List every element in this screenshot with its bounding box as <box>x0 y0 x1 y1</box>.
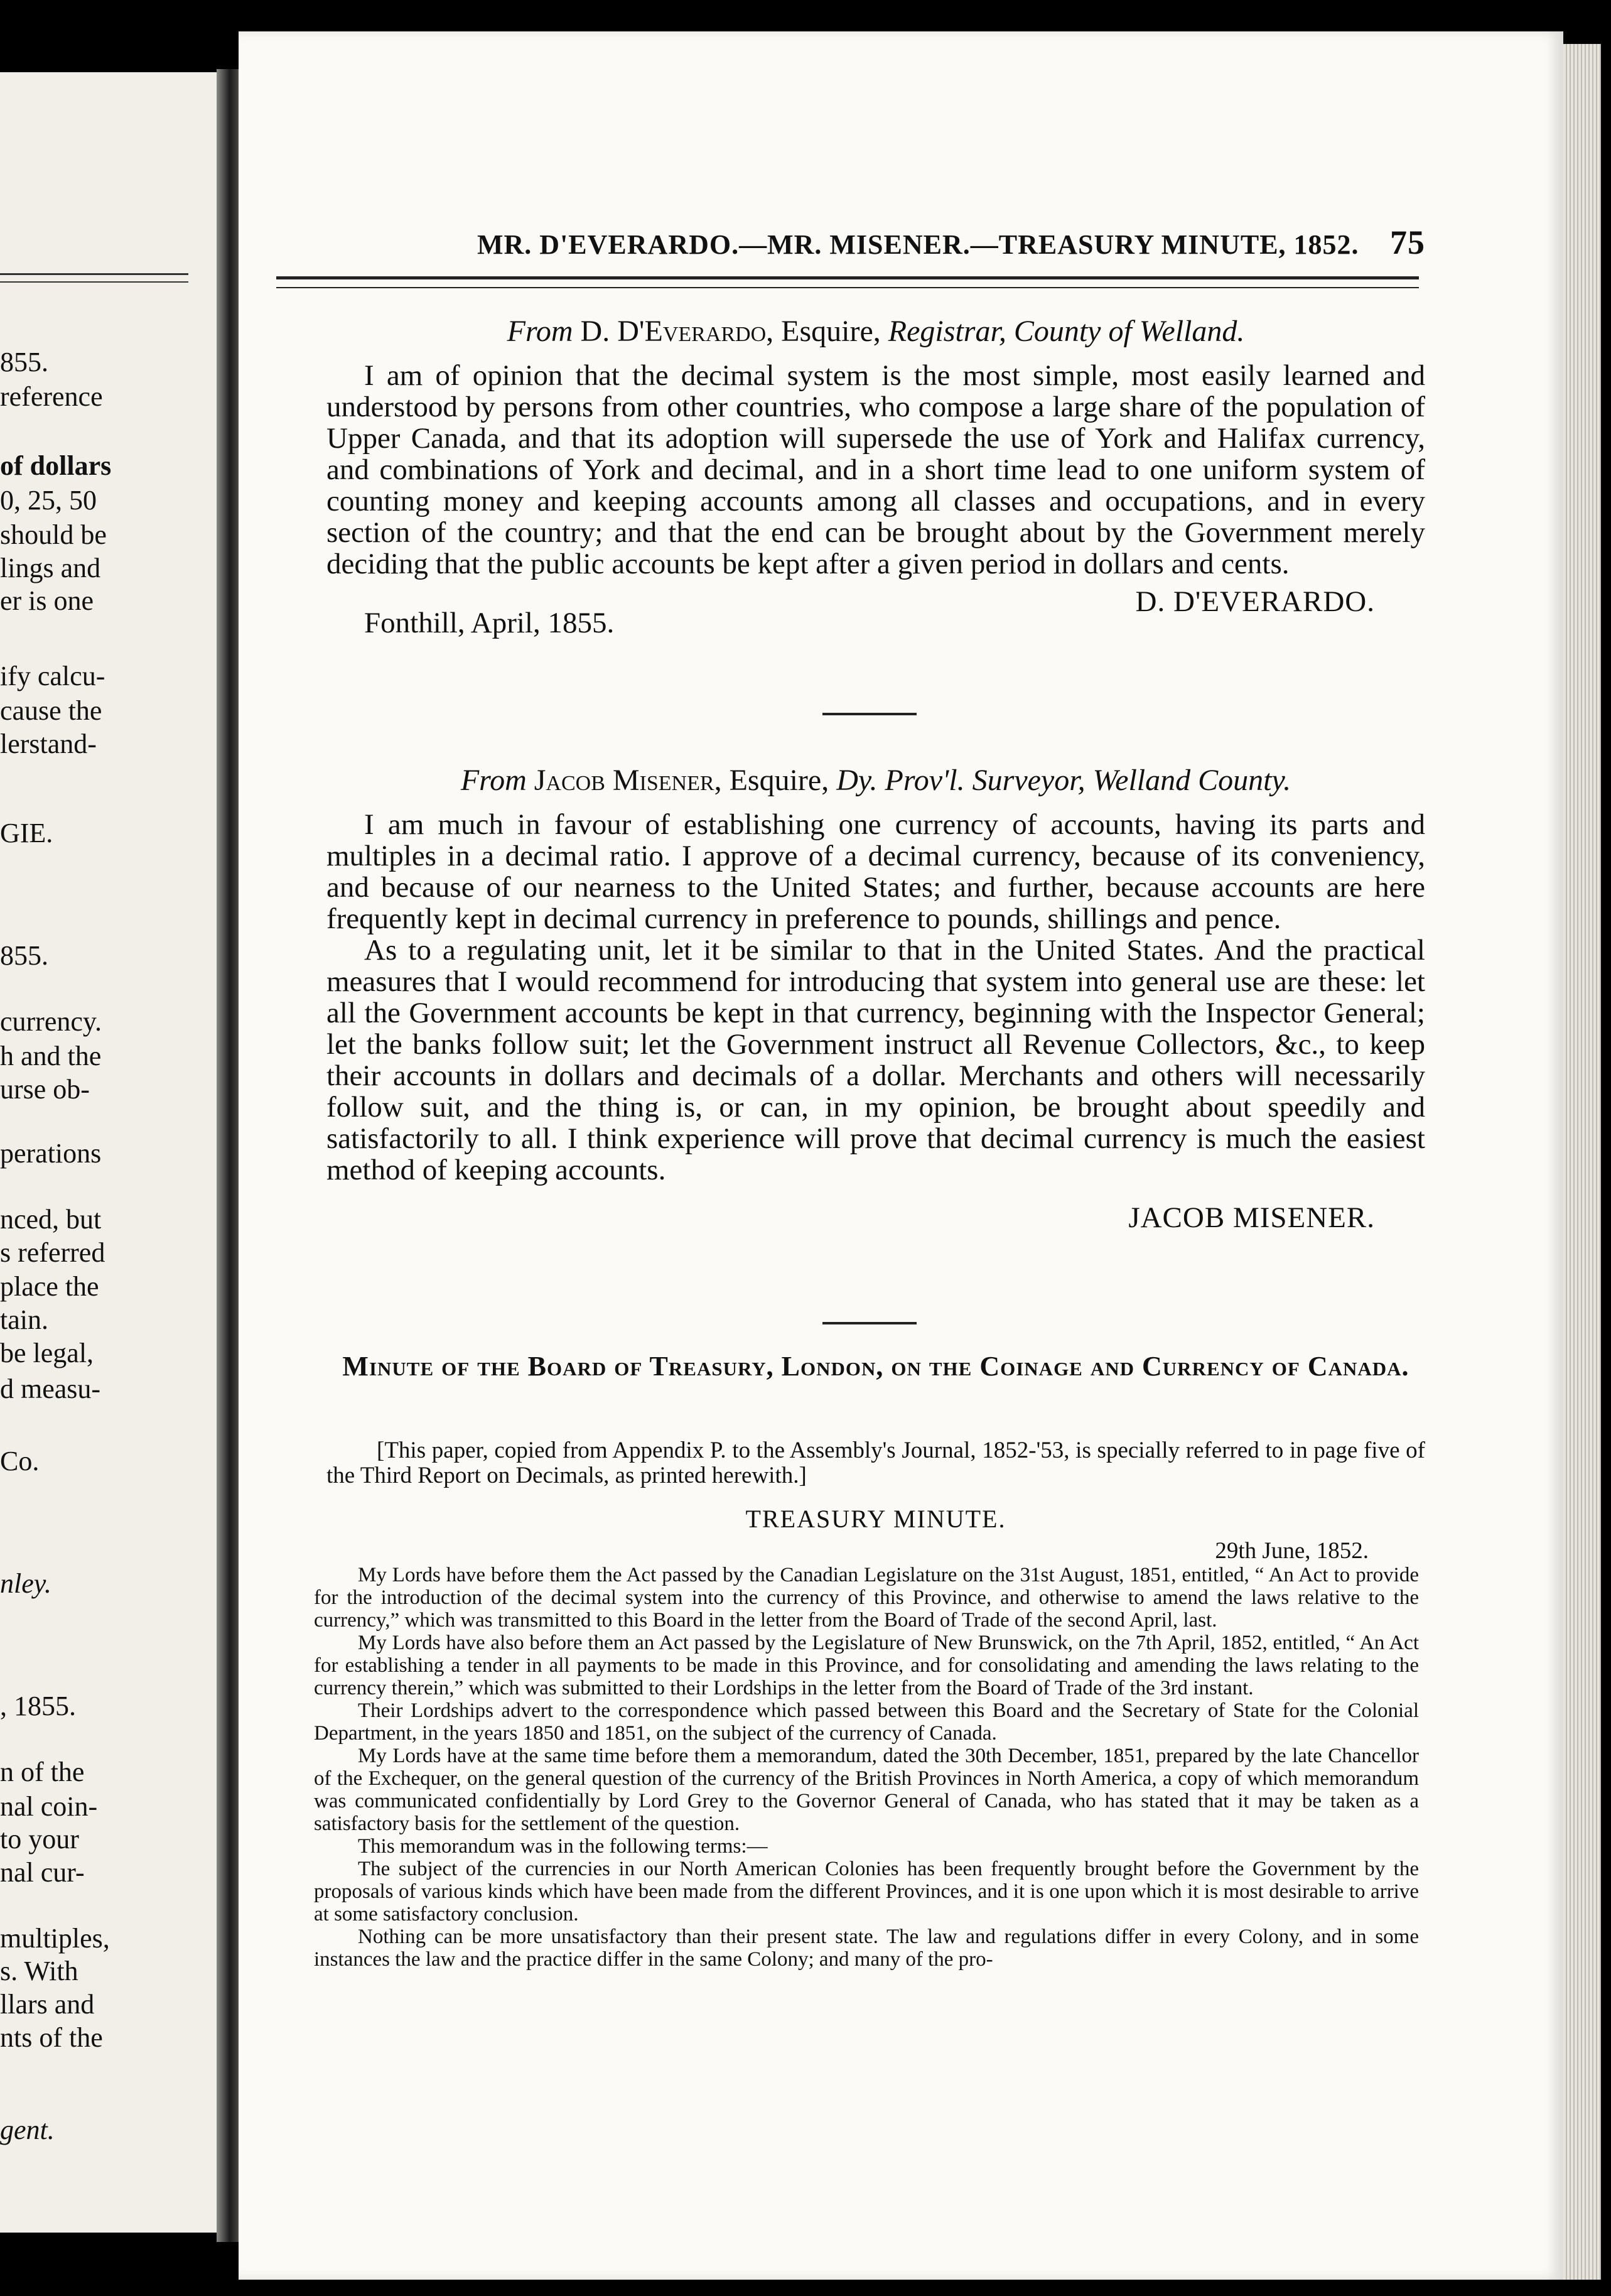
minute-paragraph: My Lords have at the same time before them a memorandum, dated the 30th December, 1851, prepared by the late Chancellor of the Exchequer, on the general question of the currency of the British Provinces in North America, a copy of which memorandum was communicated confidentially by Lord Grey to the Governor General of Canada, who has stated that it may be taken as a satisfactory basis for the settlement of the question. <box>314 1745 1419 1835</box>
left-line: currency. <box>0 1006 102 1037</box>
left-line: nced, but <box>0 1204 102 1235</box>
left-line: s. With <box>0 1956 78 1986</box>
minute-paragraph: My Lords have before them the Act passed by the Canadian Legislature on the 31st August, 1851, entitled, “ An Act to provide for the introduction of the decimal system into the currency of this Province, and otherwise to amend the laws relative to the currency,” which was transmitted to this Board in the letter from the Board of Trade of the second April, last. <box>314 1564 1419 1632</box>
letter-title <box>326 763 1425 798</box>
left-line: nley. <box>0 1568 51 1599</box>
letter-title <box>326 314 1425 349</box>
left-line: be legal, <box>0 1338 94 1368</box>
signature: JACOB MISENER. <box>1128 1201 1375 1234</box>
running-head <box>477 223 1425 262</box>
letter-misener <box>326 763 1425 1235</box>
left-page-rule <box>0 273 188 283</box>
author-name: D. D'Everardo <box>580 315 767 348</box>
left-line: ify calcu- <box>0 661 105 691</box>
left-line: nts of the <box>0 2022 103 2053</box>
title-middle: , Esquire, <box>714 764 829 797</box>
left-line: Co. <box>0 1446 40 1476</box>
left-line: , 1855. <box>0 1691 76 1721</box>
minute-paragraph: Their Lordships advert to the correspondence which passed between this Board and the Secretary of State for the Colonial Department, in the years 1850 and 1851, on the subject of the currency of Canada. <box>314 1699 1419 1745</box>
page-number: 75 <box>1390 224 1425 261</box>
letter-paragraph: As to a regulating unit, let it be similar to that in the United States. And the practical measures that I would recommend for introducing that system into general use are these: let all the Government accounts be kept in that currency, beginning with the Inspector General; let the banks follow suit; let the Government instruct all Revenue Collectors, &c., to keep their accounts in dollars and decimals of a dollar. Merchants and others will necessarily follow suit, and the thing is, or can, in my opinion, be brought about speedily and satisfactorily to all. I think experience will prove that decimal currency is much the easiest method of keeping accounts. <box>326 934 1425 1186</box>
signature: D. D'EVERARDO. <box>1135 585 1375 618</box>
author-name: Jacob Misener <box>534 764 714 797</box>
place-date: Fonthill, April, 1855. <box>364 607 615 639</box>
left-line: d measu- <box>0 1373 101 1404</box>
left-line: to your <box>0 1824 79 1855</box>
left-line: urse ob- <box>0 1074 90 1105</box>
title-from: From <box>507 315 573 348</box>
editor-note: [This paper, copied from Appendix P. to the Assembly's Journal, 1852-'53, is specially referred to in page five of the Third Report on Decimals, as printed herewith.] <box>326 1438 1425 1488</box>
left-line: 0, 25, 50 <box>0 485 97 516</box>
left-facing-page <box>0 72 218 2233</box>
left-line: llars and <box>0 1989 95 2020</box>
left-line: lerstand- <box>0 728 97 759</box>
left-line: nal cur- <box>0 1857 85 1888</box>
left-line: 855. <box>0 347 48 377</box>
left-line: GIE. <box>0 818 53 848</box>
running-head-title: MR. D'EVERARDO.—MR. MISENER.—TREASURY MINUTE, 1852. <box>477 229 1359 260</box>
left-line: perations <box>0 1138 102 1169</box>
author-role: Registrar, County of Welland. <box>888 315 1245 348</box>
left-line: s referred <box>0 1237 105 1268</box>
left-line: should be <box>0 519 107 550</box>
left-line: h and the <box>0 1041 102 1071</box>
minute-title: Minute of the Board of Treasury, London, on the Coinage and Currency of Canada. <box>342 1351 1409 1382</box>
letter-paragraph: I am much in favour of establishing one currency of accounts, having its parts and multiples in a decimal ratio. I approve of a decimal currency, because of its conveniency, and because of our nearness to the United States; and further, because accounts are here frequently kept in decimal currency in preference to pounds, shillings and pence. <box>326 808 1425 935</box>
minute-paragraph: This memorandum was in the following terms:— <box>358 1835 768 1858</box>
header-rule <box>276 276 1419 288</box>
left-line: 855. <box>0 940 48 971</box>
minute-paragraph: Nothing can be more unsatisfactory than their present state. The law and regulations differ in every Colony, and in some instances the law and the practice differ in the same Colony; and many of the pro- <box>314 1925 1419 1971</box>
section-rule <box>822 713 917 715</box>
title-from: From <box>460 764 527 797</box>
section-rule <box>822 1322 917 1324</box>
minute-heading: TREASURY MINUTE. <box>745 1505 1006 1533</box>
left-line: tain. <box>0 1304 48 1335</box>
left-line: gent. <box>0 2115 55 2145</box>
minute-paragraph: My Lords have also before them an Act passed by the Legislature of New Brunswick, on the 7th April, 1852, entitled, “ An Act for establishing a tender in all payments to be made in this Province, and for consolidating and amending the laws relating to the currency therein,” which was submitted to their Lordships in the letter from the Board of Trade of the 3rd instant. <box>314 1632 1419 1699</box>
left-line: place the <box>0 1271 99 1302</box>
left-line: nal coin- <box>0 1791 98 1822</box>
left-line: er is one <box>0 585 94 616</box>
left-line: reference <box>0 381 103 412</box>
left-line: multiples, <box>0 1923 110 1954</box>
left-line: lings and <box>0 553 101 583</box>
minute-paragraph: The subject of the currencies in our North American Colonies has been frequently brought before the Government by the proposals of various kinds which have been made from the different Provinces, and it is one upon which it is most desirable to arrive at some satisfactory conclusion. <box>314 1858 1419 1925</box>
title-middle: , Esquire, <box>766 315 881 348</box>
left-line: of dollars <box>0 450 112 481</box>
left-line: cause the <box>0 695 102 726</box>
left-line: n of the <box>0 1757 85 1787</box>
minute-body <box>314 1564 1419 1971</box>
minute-date: 29th June, 1852. <box>1215 1538 1369 1564</box>
page-edges <box>1563 44 1601 2280</box>
author-role: Dy. Prov'l. Surveyor, Welland County. <box>836 764 1291 797</box>
letter-everardo <box>326 314 1425 640</box>
letter-body: I am of opinion that the decimal system is the most simple, most easily learned and understood by persons from other countries, who compose a large share of the population of Upper Canada, and that its adoption will supersede the use of York and Halifax currency, and combinations of York and decimal, and in a short time lead to one uniform system of counting money and keeping accounts among all classes and occupations, and in every section of the country; and that the end can be brought about by the Government merely deciding that the public accounts be kept after a given period in dollars and cents. <box>326 359 1425 580</box>
